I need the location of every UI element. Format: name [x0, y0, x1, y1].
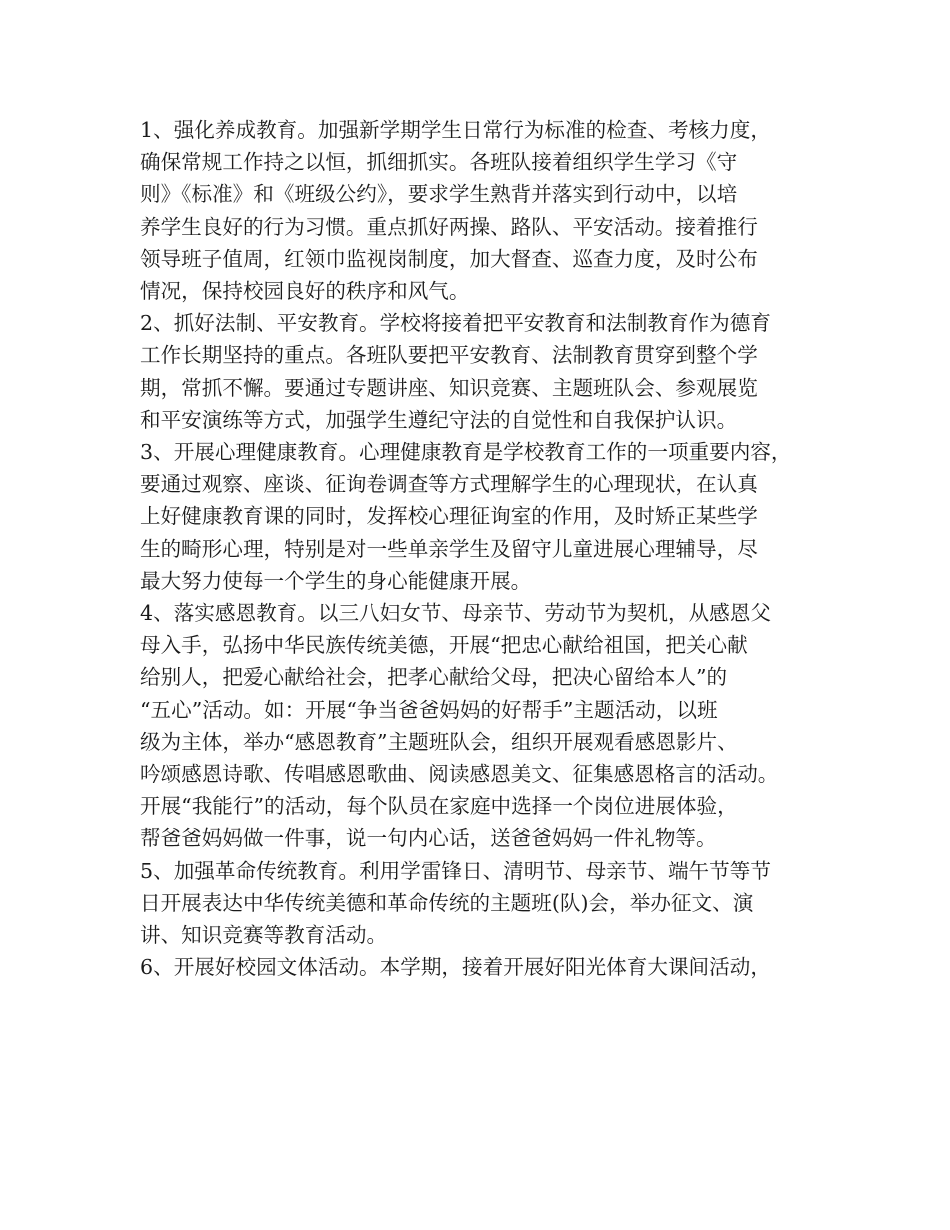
- text-line: 2、抓好法制、平安教育。学校将接着把平安教育和法制教育作为德育: [140, 311, 771, 336]
- text-line: 讲、知识竞赛等教育活动。: [140, 923, 388, 948]
- document-body: [140, 114, 830, 983]
- text-line: 情况，保持校园良好的秩序和风气。: [140, 279, 470, 304]
- text-line: 最大努力使每一个学生的身心能健康开展。: [140, 568, 532, 593]
- text-line: 5、加强革命传统教育。利用学雷锋日、清明节、母亲节、端午节等节: [140, 858, 771, 883]
- text-line: 养学生良好的行为习惯。重点抓好两操、路队、平安活动。接着推行: [140, 214, 758, 239]
- text-line: 帮爸爸妈妈做一件事，说一句内心话，送爸爸妈妈一件礼物等。: [140, 826, 717, 851]
- text-line: 4、落实感恩教育。以三八妇女节、母亲节、劳动节为契机，从感恩父: [140, 601, 771, 626]
- text-line: 要通过观察、座谈、征询卷调查等方式理解学生的心理现状，在认真: [140, 472, 758, 497]
- text-line: 母入手，弘扬中华民族传统美德，开展“把忠心献给祖国，把关心献: [140, 633, 748, 658]
- text-line: 吟颂感恩诗歌、传唱感恩歌曲、阅读感恩美文、征集感恩格言的活动。: [140, 762, 779, 787]
- text-line: 开展“我能行”的活动，每个队员在家庭中选择一个岗位进展体验，: [140, 794, 738, 819]
- text-line: 生的畸形心理，特别是对一些单亲学生及留守儿童进展心理辅导，尽: [140, 536, 758, 561]
- text-line: 确保常规工作持之以恒，抓细抓实。各班队接着组织学生学习《守: [140, 150, 738, 175]
- text-line: 日开展表达中华传统美德和革命传统的主题班(队)会，举办征文、演: [140, 890, 754, 915]
- text-line: 1、强化养成教育。加强新学期学生日常行为标准的检查、考核力度，: [140, 118, 771, 142]
- text-line: 给别人，把爱心献给社会，把孝心献给父母，把决心留给本人”的: [140, 665, 728, 690]
- text-line: 则》《标准》和《班级公约》，要求学生熟背并落实到行动中，以培: [140, 182, 738, 207]
- text-line: 工作长期坚持的重点。各班队要把平安教育、法制教育贯穿到整个学: [140, 343, 758, 368]
- text-line: 级为主体，举办“感恩教育”主题班队会，组织开展观看感恩影片、: [140, 729, 738, 754]
- text-line: “五心”活动。如：开展“争当爸爸妈妈的好帮手”主题活动，以班: [140, 697, 718, 722]
- text-line: 上好健康教育课的同时，发挥校心理征询室的作用，及时矫正某些学: [140, 504, 758, 529]
- text-line: 领导班子值周，红领巾监视岗制度，加大督查、巡查力度，及时公布: [140, 246, 758, 271]
- text-line: 和平安演练等方式，加强学生遵纪守法的自觉性和自我保护认识。: [140, 407, 738, 432]
- text-line: 3、开展心理健康教育。心理健康教育是学校教育工作的一项重要内容，: [140, 440, 792, 465]
- text-line: 期，常抓不懈。要通过专题讲座、知识竞赛、主题班队会、参观展览: [140, 375, 758, 400]
- text-line: 6、开展好校园文体活动。本学期，接着开展好阳光体育大课间活动，: [140, 955, 771, 980]
